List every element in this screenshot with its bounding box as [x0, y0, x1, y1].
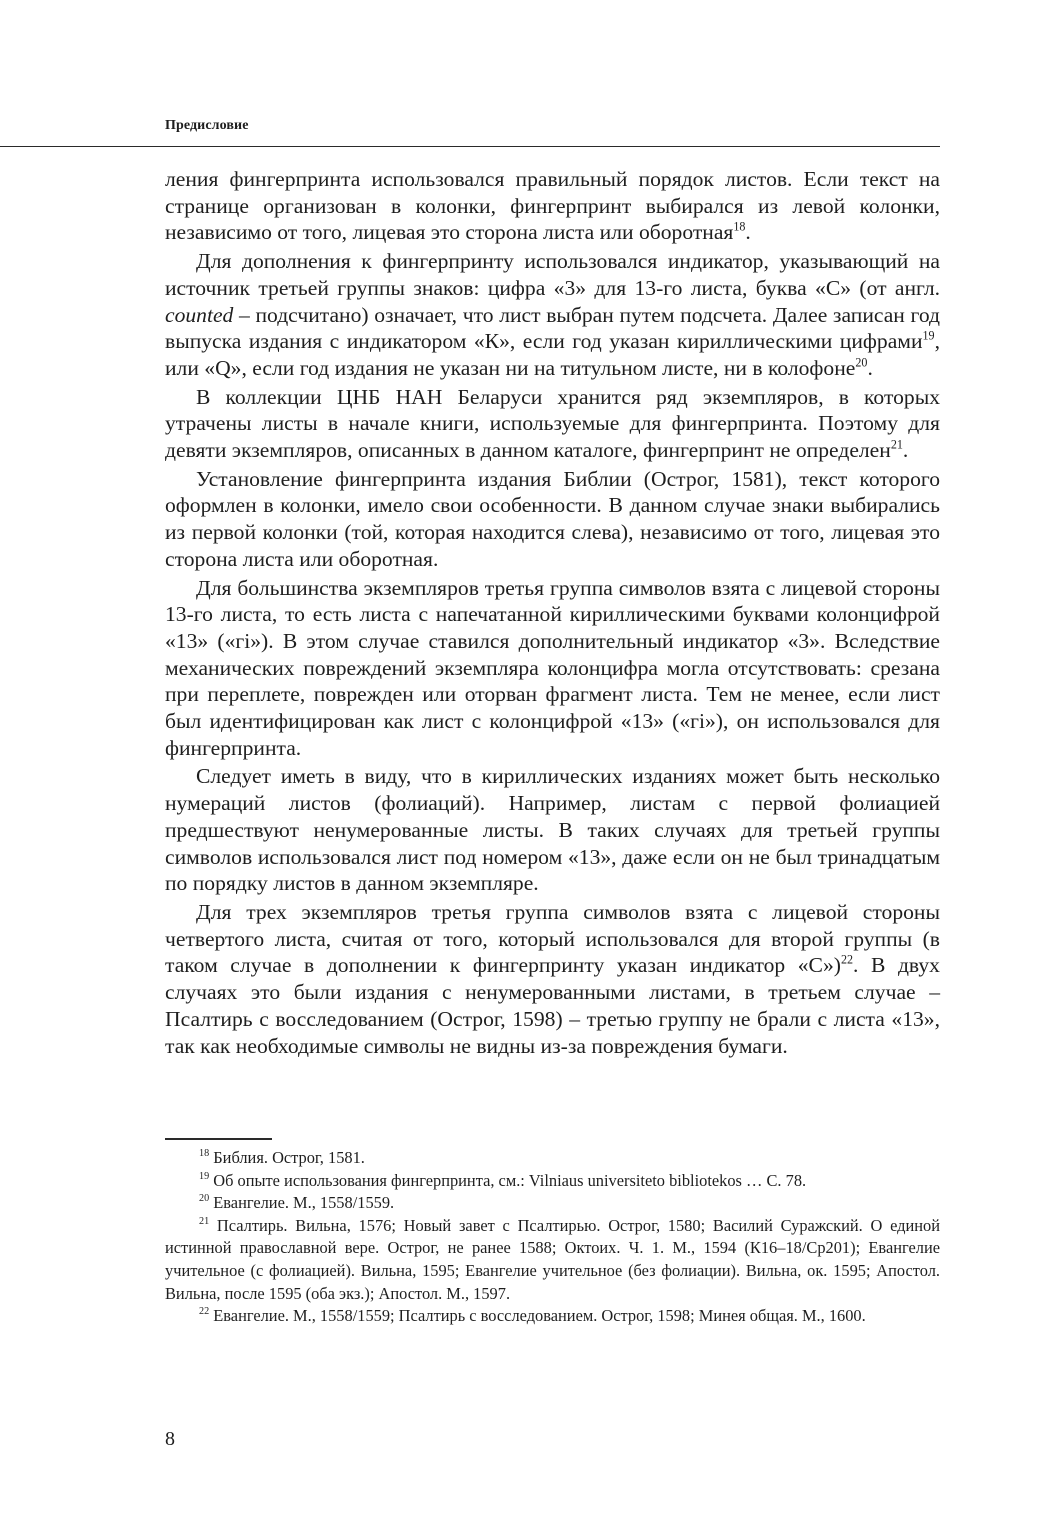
paragraph-2-text-b: – подсчитано) означает, что лист выбран путем подсчета. Далее записан год выпуска издания с индикатором «К», если год указан кириллическими цифрами [165, 302, 940, 354]
footnote-number: 18 [199, 1147, 210, 1159]
paragraph-7 [165, 899, 940, 1059]
footnote-ref-21: 21 [890, 437, 903, 452]
paragraph-2-italic-term: counted [165, 302, 234, 327]
paragraph-1-end: . [745, 220, 751, 245]
paragraph-5: Для большинства экземпляров третья группа символов взята с лицевой стороны 13-го листа, то есть листа с напечатанной кириллическими буквами колонцифрой «13» («гі»). В этом случае ставился дополнительный индикатор «3». Вследствие механических повреждений экземпляра колонцифра могла отсутствовать: срезана при переплете, поврежден или оторван фрагмент листа. Тем не менее, если лист был идентифицирован как лист с колонцифрой «13» («гі»), он использовался для фингерпринта. [165, 575, 940, 760]
footnote-text: Евангелие. М., 1558/1559; Псалтирь с восследованием. Острог, 1598; Минея общая. М., 1600. [213, 1306, 866, 1326]
main-text [165, 166, 940, 1061]
footnote-text: Псалтирь. Вильна, 1576; Новый завет с Псалтирью. Острог, 1580; Василий Суражский. О единой истинной православной вере. Острог, не ранее 1588; Октоих. Ч. 1. М., 1594 (К16–18/Ср201); Евангелие учительное (с фолиацией). Вильна, 1595; Евангелие учительное (без фолиации). Вильна, ок. 1595; Апостол. Вильна, после 1595 (оба экз.); Апостол. М., 1597. [165, 1215, 940, 1303]
footnote-19 [165, 1170, 940, 1193]
footnote-20 [165, 1192, 940, 1215]
paragraph-3-end: . [902, 438, 909, 463]
paragraph-4: Установление фингерпринта издания Библии (Острог, 1581), текст которого оформлен в колонки, имело свои особенности. В данном случае знаки выбирались из первой колонки (той, которая находится слева), независимо от того, лицевая это сторона листа или оборотная. [165, 466, 940, 571]
paragraph-2-text-c: , или «Q», если год издания не указан ни на титульном листе, ни в колофоне [165, 329, 940, 380]
page-number: 8 [165, 1428, 175, 1450]
running-head-title: Предисловие [165, 118, 249, 133]
footnote-ref-19: 19 [922, 328, 935, 343]
footnote-ref-20: 20 [855, 355, 868, 370]
footnote-text: Евангелие. М., 1558/1559. [213, 1193, 395, 1213]
footnote-rule [165, 1138, 272, 1140]
paragraph-1-text: ления фингерпринта использовался правильный порядок листов. Если текст на странице организован в колонки, фингерпринт выбирался из левой колонки, независимо от того, лицевая это сторона листа или оборотная [165, 167, 940, 245]
footnote-text: Библия. Острог, 1581. [213, 1148, 365, 1167]
footnote-text: Об опыте использования фингерпринта, см.: Vilniaus universiteto bibliotekos … С. 78. [213, 1170, 807, 1190]
footnote-number: 21 [199, 1215, 210, 1227]
footnote-22 [165, 1305, 940, 1328]
paragraph-2-text-a: Для дополнения к фингерпринту использовался индикатор, указывающий на источник третьей группы знаков: цифра «3» для 13-го листа, буква «C» (от англ. [165, 249, 940, 300]
footnote-ref-22: 22 [840, 952, 854, 967]
footnote-18 [165, 1147, 940, 1170]
paragraph-2 [165, 248, 940, 382]
footnote-21 [165, 1215, 940, 1305]
paragraph-7-text-b: . В двух случаях это были издания с ненумерованными листами, в третьем случае – Псалтирь с восследованием (Острог, 1598) – третью группу не брали с листа «13», так как необходимые символы не видны из-за повреждения бумаги. [165, 953, 940, 1058]
header-rule [0, 146, 940, 147]
footnote-number: 22 [199, 1306, 210, 1318]
paragraph-1 [165, 166, 940, 246]
footnote-number: 19 [199, 1170, 210, 1182]
paragraph-3 [165, 384, 940, 464]
paragraph-2-end: . [867, 355, 873, 380]
footnotes [165, 1147, 940, 1328]
paragraph-3-text: В коллекции ЦНБ НАН Беларуси хранится ряд экземпляров, в которых утрачены листы в начале книги, используемые для фингерпринта. Поэтому для девяти экземпляров, описанных в данном каталоге, фингерпринт не определен [165, 384, 940, 463]
paragraph-6: Следует иметь в виду, что в кириллических изданиях может быть несколько нумераций листов (фолиаций). Например, листам с первой фолиацией предшествуют ненумерованные листы. В таких случаях для третьей группы символов использовался лист под номером «13», даже если он не был тринадцатым по порядку листов в данном экземпляре. [165, 764, 940, 896]
footnote-number: 20 [199, 1193, 210, 1205]
footnote-ref-18: 18 [733, 219, 746, 234]
paragraph-7-text-a: Для трех экземпляров третья группа символов взята с лицевой стороны четвертого листа, считая от того, который использовался для второй группы (в таком случае в дополнении к фингерпринту указан индикатор «С») [165, 899, 940, 978]
